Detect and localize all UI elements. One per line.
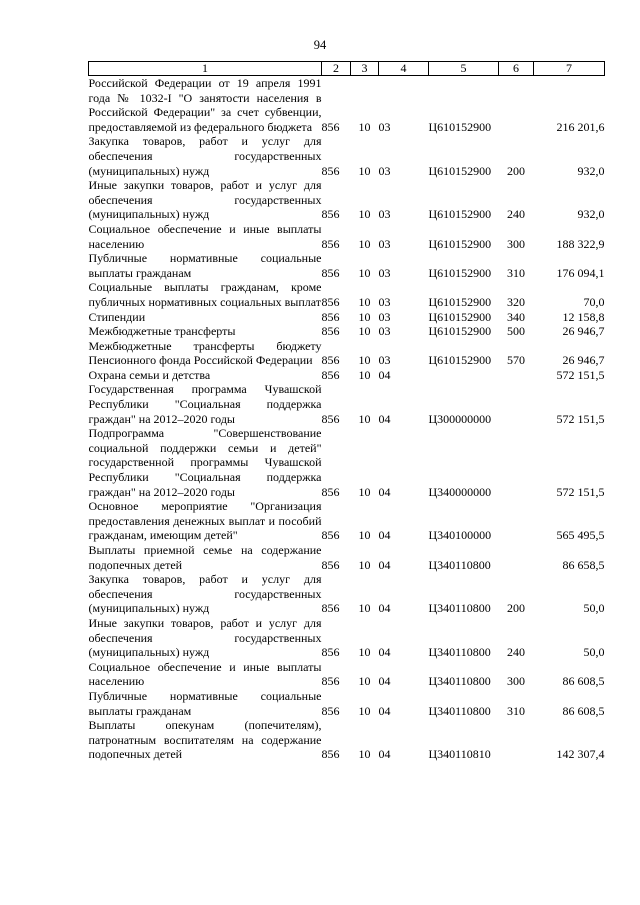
row-section-code: 10 (358, 119, 371, 134)
row-subsection-code: 04 (378, 557, 391, 572)
row-section-code: 10 (358, 703, 371, 718)
row-target-code: Ц610152900 (428, 353, 492, 368)
table-row (89, 324, 605, 339)
row-subsection-code: 03 (378, 265, 391, 280)
table-row (89, 689, 605, 718)
table-row (89, 382, 605, 426)
row-subsection-code: 03 (378, 309, 391, 324)
row-amount: 86 608,5 (562, 674, 605, 689)
row-section-code: 10 (358, 528, 371, 543)
row-ministry-code: 856 (321, 557, 340, 572)
row-subsection-code: 04 (378, 484, 391, 499)
row-amount: 26 946,7 (562, 324, 605, 339)
row-ministry-code: 856 (321, 207, 340, 222)
row-subsection-code: 04 (378, 367, 391, 382)
row-subsection-code: 04 (378, 411, 391, 426)
row-target-code: Ц340110800 (428, 703, 491, 718)
row-ministry-code: 856 (321, 236, 340, 251)
row-target-code: Ц340110800 (428, 557, 491, 572)
row-expense-type: 570 (507, 353, 525, 368)
row-amount: 572 151,5 (556, 484, 605, 499)
row-name: Российской Федерации от 19 апреля 1991 года № 1032-I "О занятости населения в Российской Федерации" за счет субвенции, предоставляемой из федерального бюджета (88, 76, 322, 134)
table-row (89, 134, 605, 178)
row-target-code: Ц340110800 (428, 601, 491, 616)
table-row (89, 572, 605, 616)
row-subsection-code: 03 (378, 324, 391, 339)
row-target-code: Ц610152900 (428, 294, 492, 309)
row-amount: 86 658,5 (562, 557, 605, 572)
row-name: Межбюджетные трансферты (88, 324, 236, 339)
row-expense-type (499, 543, 534, 572)
row-section-code: 10 (358, 207, 371, 222)
row-subsection-code: 04 (378, 601, 391, 616)
row-target-code: Ц340110800 (428, 674, 491, 689)
row-amount: 216 201,6 (556, 119, 605, 134)
row-expense-type (499, 76, 534, 135)
row-section-code: 10 (358, 601, 371, 616)
row-section-code: 10 (358, 674, 371, 689)
row-name: Закупка товаров, работ и услуг для обеспечения государственных (муниципальных) нужд (88, 134, 322, 178)
table-header-row (89, 62, 605, 76)
row-target-code: Ц340110810 (428, 747, 491, 762)
page-number: 94 (313, 38, 327, 52)
row-expense-type (499, 499, 534, 543)
row-ministry-code: 856 (321, 324, 340, 339)
table-row (89, 368, 605, 383)
row-expense-type: 310 (507, 703, 525, 718)
row-amount: 142 307,4 (556, 747, 605, 762)
row-expense-type: 300 (507, 236, 525, 251)
row-subsection-code: 03 (378, 119, 391, 134)
row-ministry-code: 856 (321, 309, 340, 324)
column-header-5: 5 (429, 62, 499, 76)
row-target-code: Ц610152900 (428, 207, 492, 222)
row-subsection-code: 04 (378, 528, 391, 543)
row-subsection-code: 04 (378, 747, 391, 762)
row-name: Социальное обеспечение и иные выплаты населению (88, 659, 322, 689)
row-expense-type: 320 (507, 294, 525, 309)
row-name: Закупка товаров, работ и услуг для обеспечения государственных (муниципальных) нужд (88, 572, 322, 616)
row-expense-type: 500 (507, 324, 525, 339)
row-name: Выплаты приемной семье на содержание подопечных детей (88, 543, 322, 572)
row-section-code: 10 (358, 309, 371, 324)
row-amount: 932,0 (577, 207, 605, 222)
row-name: Публичные нормативные социальные выплаты гражданам (88, 251, 322, 280)
table-row (89, 310, 605, 325)
row-section-code: 10 (358, 163, 371, 178)
row-subsection-code: 04 (378, 674, 391, 689)
row-name: Иные закупки товаров, работ и услуг для обеспечения государственных (муниципальных) нужд (88, 178, 322, 222)
row-amount: 565 495,5 (556, 528, 605, 543)
row-ministry-code: 856 (321, 645, 340, 660)
column-header-1: 1 (89, 62, 322, 76)
row-expense-type: 300 (507, 674, 525, 689)
row-target-code: Ц610152900 (428, 236, 492, 251)
row-target-code: Ц340100000 (428, 528, 492, 543)
row-expense-type (499, 718, 534, 762)
row-ministry-code: 856 (321, 265, 340, 280)
row-target-code: Ц300000000 (428, 411, 492, 426)
table-row (89, 660, 605, 689)
row-name: Основное мероприятие "Организация предоставления денежных выплат и пособий гражданам, имеющим детей" (88, 499, 322, 543)
table-row (89, 280, 605, 309)
row-expense-type: 310 (507, 265, 525, 280)
row-amount: 572 151,5 (556, 411, 605, 426)
row-ministry-code: 856 (321, 747, 340, 762)
row-section-code: 10 (358, 411, 371, 426)
row-ministry-code: 856 (321, 601, 340, 616)
row-ministry-code: 856 (321, 528, 340, 543)
row-section-code: 10 (358, 367, 371, 382)
table-row (89, 543, 605, 572)
table-row (89, 178, 605, 222)
row-expense-type: 240 (507, 207, 525, 222)
row-name: Стипендии (88, 309, 146, 324)
row-target-code: Ц610152900 (428, 309, 492, 324)
row-target-code: Ц340110800 (428, 645, 491, 660)
row-amount: 26 946,7 (562, 353, 605, 368)
row-name: Межбюджетные трансферты бюджету Пенсионного фонда Российской Федерации (88, 338, 322, 368)
row-amount: 86 608,5 (562, 703, 605, 718)
column-header-2: 2 (322, 62, 351, 76)
row-name: Подпрограмма "Совершенствование социальной поддержки семьи и детей" государственной программы Чувашской Республики "Социальная поддержка граждан" на 2012–2020 годы (88, 426, 322, 499)
table-row (89, 76, 605, 135)
row-section-code: 10 (358, 645, 371, 660)
row-expense-type (499, 368, 534, 383)
row-amount: 12 158,8 (562, 309, 605, 324)
column-header-3: 3 (351, 62, 379, 76)
row-expense-type: 340 (507, 309, 525, 324)
row-subsection-code: 03 (378, 353, 391, 368)
row-section-code: 10 (358, 747, 371, 762)
row-ministry-code: 856 (321, 367, 340, 382)
row-subsection-code: 04 (378, 645, 391, 660)
row-amount: 50,0 (583, 601, 605, 616)
row-section-code: 10 (358, 484, 371, 499)
table-row (89, 499, 605, 543)
row-expense-type (499, 382, 534, 426)
row-ministry-code: 856 (321, 119, 340, 134)
row-target-code: Ц610152900 (428, 163, 492, 178)
row-name: Иные закупки товаров, работ и услуг для обеспечения государственных (муниципальных) нужд (88, 615, 322, 660)
row-subsection-code: 04 (378, 703, 391, 718)
table-row (89, 718, 605, 762)
row-ministry-code: 856 (321, 353, 340, 368)
row-ministry-code: 856 (321, 163, 340, 178)
row-name: Социальные выплаты гражданам, кроме публичных нормативных социальных выплат (88, 280, 322, 309)
row-ministry-code: 856 (321, 484, 340, 499)
row-section-code: 10 (358, 265, 371, 280)
row-name: Социальное обеспечение и иные выплаты населению (88, 221, 322, 251)
row-name: Охрана семьи и детства (88, 367, 211, 382)
row-ministry-code: 856 (321, 411, 340, 426)
row-section-code: 10 (358, 557, 371, 572)
row-subsection-code: 03 (378, 236, 391, 251)
row-name: Государственная программа Чувашской Республики "Социальная поддержка граждан" на 2012–2020 годы (88, 382, 322, 426)
row-subsection-code: 03 (378, 294, 391, 309)
row-subsection-code: 03 (378, 207, 391, 222)
row-target-code: Ц610152900 (428, 324, 492, 339)
row-name: Публичные нормативные социальные выплаты гражданам (88, 688, 322, 718)
row-amount: 932,0 (577, 163, 605, 178)
row-name: Выплаты опекунам (попечителям), патронатным воспитателям на содержание подопечных детей (88, 718, 322, 762)
column-header-4: 4 (379, 62, 429, 76)
row-target-code: Ц340000000 (428, 484, 492, 499)
row-expense-type: 200 (507, 163, 525, 178)
row-section-code: 10 (358, 324, 371, 339)
row-ministry-code: 856 (321, 294, 340, 309)
budget-table (88, 61, 605, 762)
row-amount: 70,0 (583, 294, 605, 309)
column-header-6: 6 (499, 62, 534, 76)
table-row (89, 251, 605, 280)
row-expense-type (499, 426, 534, 499)
row-amount: 176 094,1 (556, 265, 605, 280)
row-expense-type: 200 (507, 601, 525, 616)
row-section-code: 10 (358, 236, 371, 251)
row-ministry-code: 856 (321, 703, 340, 718)
row-target-code: Ц610152900 (428, 119, 492, 134)
row-section-code: 10 (358, 294, 371, 309)
table-row (89, 339, 605, 368)
table-row (89, 222, 605, 251)
row-amount: 50,0 (583, 645, 605, 660)
row-target-code: Ц610152900 (428, 265, 492, 280)
row-ministry-code: 856 (321, 674, 340, 689)
row-amount: 188 322,9 (556, 236, 605, 251)
row-amount: 572 151,5 (556, 367, 605, 382)
row-section-code: 10 (358, 353, 371, 368)
row-target-code (429, 368, 499, 383)
row-expense-type: 240 (507, 645, 525, 660)
row-subsection-code: 03 (378, 163, 391, 178)
column-header-7: 7 (534, 62, 605, 76)
table-row (89, 616, 605, 660)
table-row (89, 426, 605, 499)
